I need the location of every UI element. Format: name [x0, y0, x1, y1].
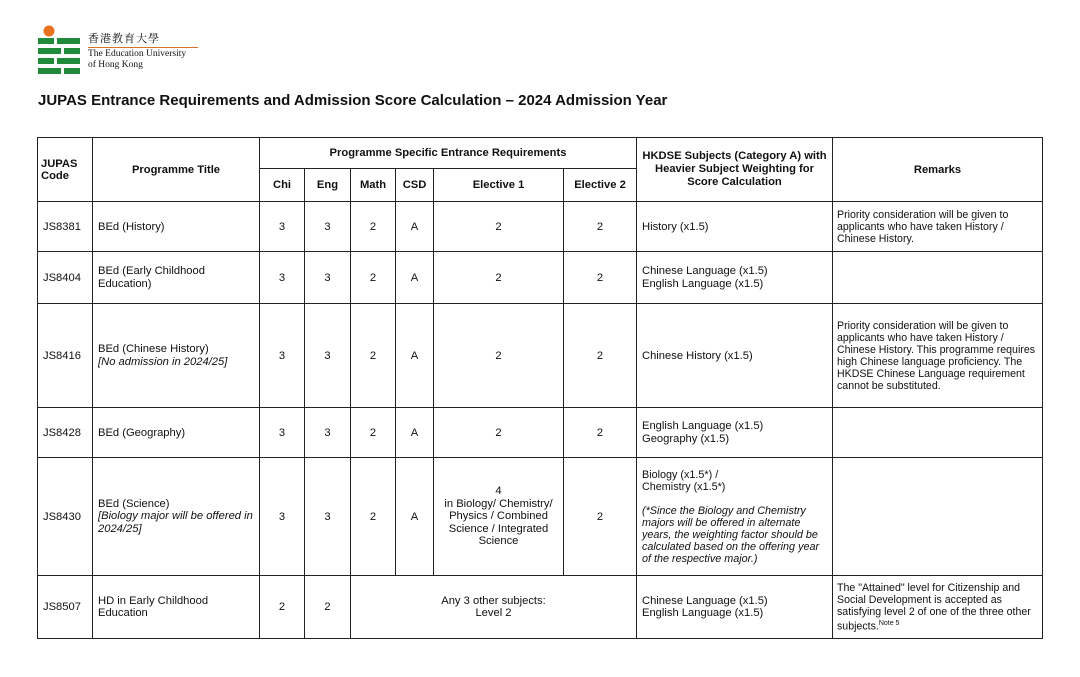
- table-row: [38, 202, 1043, 252]
- chi-level: 3: [260, 458, 305, 576]
- header-jupas-code: JUPAS Code: [38, 138, 93, 202]
- header-programme-title: Programme Title: [93, 138, 260, 202]
- remarks: [833, 408, 1043, 458]
- programme-title: BEd (Science): [98, 497, 170, 510]
- elective-2-level: 2: [564, 458, 637, 576]
- eng-level: 3: [305, 458, 351, 576]
- header-entrance-requirements: Programme Specific Entrance Requirements: [260, 138, 637, 169]
- hkdse-weighting: [637, 252, 833, 304]
- other-subjects-requirement: [351, 576, 637, 639]
- chi-level: 3: [260, 202, 305, 252]
- chi-level: 3: [260, 408, 305, 458]
- requirements-table: [37, 137, 1043, 639]
- remarks-cell: [833, 576, 1043, 639]
- elective-1-level: 4: [495, 485, 502, 498]
- chi-level: 3: [260, 304, 305, 408]
- header-csd: CSD: [396, 169, 434, 202]
- remarks: [833, 252, 1043, 304]
- chi-level: 2: [260, 576, 305, 639]
- math-level: 2: [351, 458, 396, 576]
- header-eng: Eng: [305, 169, 351, 202]
- csd-level: A: [396, 202, 434, 252]
- programme-title: BEd (Chinese History): [98, 343, 209, 355]
- hkdse-subject-2: Chemistry (x1.5*): [642, 480, 726, 493]
- hkdse-weighting: [637, 458, 833, 576]
- eduhk-logo-mark: [38, 24, 82, 76]
- header-remarks: Remarks: [833, 138, 1043, 202]
- jupas-code: JS8507: [38, 576, 93, 639]
- programme-title: HD in Early Childhood Education: [93, 576, 260, 639]
- eng-level: 3: [305, 252, 351, 304]
- hkdse-subject-2: Geography (x1.5): [642, 432, 730, 445]
- logo-english-line1: The Education University: [88, 49, 187, 59]
- eng-level: 3: [305, 202, 351, 252]
- programme-title-cell: [93, 304, 260, 408]
- hkdse-subject-1: Biology (x1.5*) /: [642, 468, 719, 481]
- eng-level: 2: [305, 576, 351, 639]
- math-level: 2: [351, 252, 396, 304]
- elective-2-level: 2: [564, 202, 637, 252]
- programme-title: BEd (Geography): [93, 408, 260, 458]
- hkdse-weighting: Chinese History (x1.5): [637, 304, 833, 408]
- elective-1-level: 2: [434, 202, 564, 252]
- remarks: Priority consideration will be given to applicants who have taken History / Chinese History. This programme requires high Chinese language proficiency. The HKDSE Chinese Language requirement cannot be substituted.: [833, 304, 1043, 408]
- other-subjects-line-2: Level 2: [475, 607, 512, 619]
- table-row: [38, 304, 1043, 408]
- elective-1-level: 2: [434, 304, 564, 408]
- header-math: Math: [351, 169, 396, 202]
- remarks: Priority consideration will be given to applicants who have taken History / Chinese History.: [833, 202, 1043, 252]
- eduhk-logo: [38, 24, 208, 80]
- programme-title: BEd (Early Childhood Education): [93, 252, 260, 304]
- elective-1-level: 2: [434, 252, 564, 304]
- csd-level: A: [396, 458, 434, 576]
- programme-title: BEd (History): [93, 202, 260, 252]
- header-elective-2: Elective 2: [564, 169, 637, 202]
- elective-1-cell: [434, 458, 564, 576]
- jupas-code: JS8416: [38, 304, 93, 408]
- csd-level: A: [396, 408, 434, 458]
- jupas-code: JS8381: [38, 202, 93, 252]
- elective-1-subjects: in Biology/ Chemistry/ Physics / Combined Science / Integrated Science: [444, 497, 553, 548]
- elective-2-level: 2: [564, 408, 637, 458]
- programme-title-cell: [93, 458, 260, 576]
- jupas-code: JS8430: [38, 458, 93, 576]
- hkdse-subject-2: English Language (x1.5): [642, 277, 764, 290]
- table-row: [38, 252, 1043, 304]
- elective-1-level: 2: [434, 408, 564, 458]
- table-row: [38, 458, 1043, 576]
- header-elective-1: Elective 1: [434, 169, 564, 202]
- header-row: [38, 138, 1043, 169]
- math-level: 2: [351, 304, 396, 408]
- hkdse-weighting: [637, 408, 833, 458]
- hkdse-weighting: [637, 576, 833, 639]
- hkdse-subject-1: Chinese Language (x1.5): [642, 265, 768, 277]
- jupas-code: JS8404: [38, 252, 93, 304]
- hkdse-subject-1: Chinese Language (x1.5): [642, 594, 768, 607]
- table-row: [38, 576, 1043, 639]
- remarks: The "Attained" level for Citizenship and Social Development is accepted as satisfying level 2 of one of the three other subjects.: [837, 581, 1031, 633]
- programme-note: [No admission in 2024/25]: [98, 355, 228, 368]
- other-subjects-line-1: Any 3 other subjects:: [441, 594, 546, 607]
- remarks: [833, 458, 1043, 576]
- elective-2-level: 2: [564, 252, 637, 304]
- programme-note: [Biology major will be offered in 2024/25]: [98, 510, 253, 535]
- chi-level: 3: [260, 252, 305, 304]
- remarks-note-ref: Note 5: [878, 619, 900, 627]
- hkdse-subject-1: English Language (x1.5): [642, 420, 764, 432]
- math-level: 2: [351, 408, 396, 458]
- page-title: JUPAS Entrance Requirements and Admission Score Calculation – 2024 Admission Year: [38, 92, 668, 109]
- hkdse-weighting-note: (*Since the Biology and Chemistry majors will be offered in alternate years, the weighting factor should be calculated based on the offering year of the respective major.): [642, 504, 820, 565]
- math-level: 2: [351, 202, 396, 252]
- eng-level: 3: [305, 304, 351, 408]
- table-row: [38, 408, 1043, 458]
- hkdse-weighting: History (x1.5): [637, 202, 833, 252]
- csd-level: A: [396, 252, 434, 304]
- header-hkdse-subjects: HKDSE Subjects (Category A) with Heavier Subject Weighting for Score Calculation: [637, 138, 833, 202]
- header-chi: Chi: [260, 169, 305, 202]
- logo-english-line2: of Hong Kong: [88, 60, 143, 70]
- elective-2-level: 2: [564, 304, 637, 408]
- eng-level: 3: [305, 408, 351, 458]
- logo-chinese-name: 香港教育大學: [88, 33, 160, 45]
- hkdse-subject-2: English Language (x1.5): [642, 607, 764, 619]
- jupas-code: JS8428: [38, 408, 93, 458]
- csd-level: A: [396, 304, 434, 408]
